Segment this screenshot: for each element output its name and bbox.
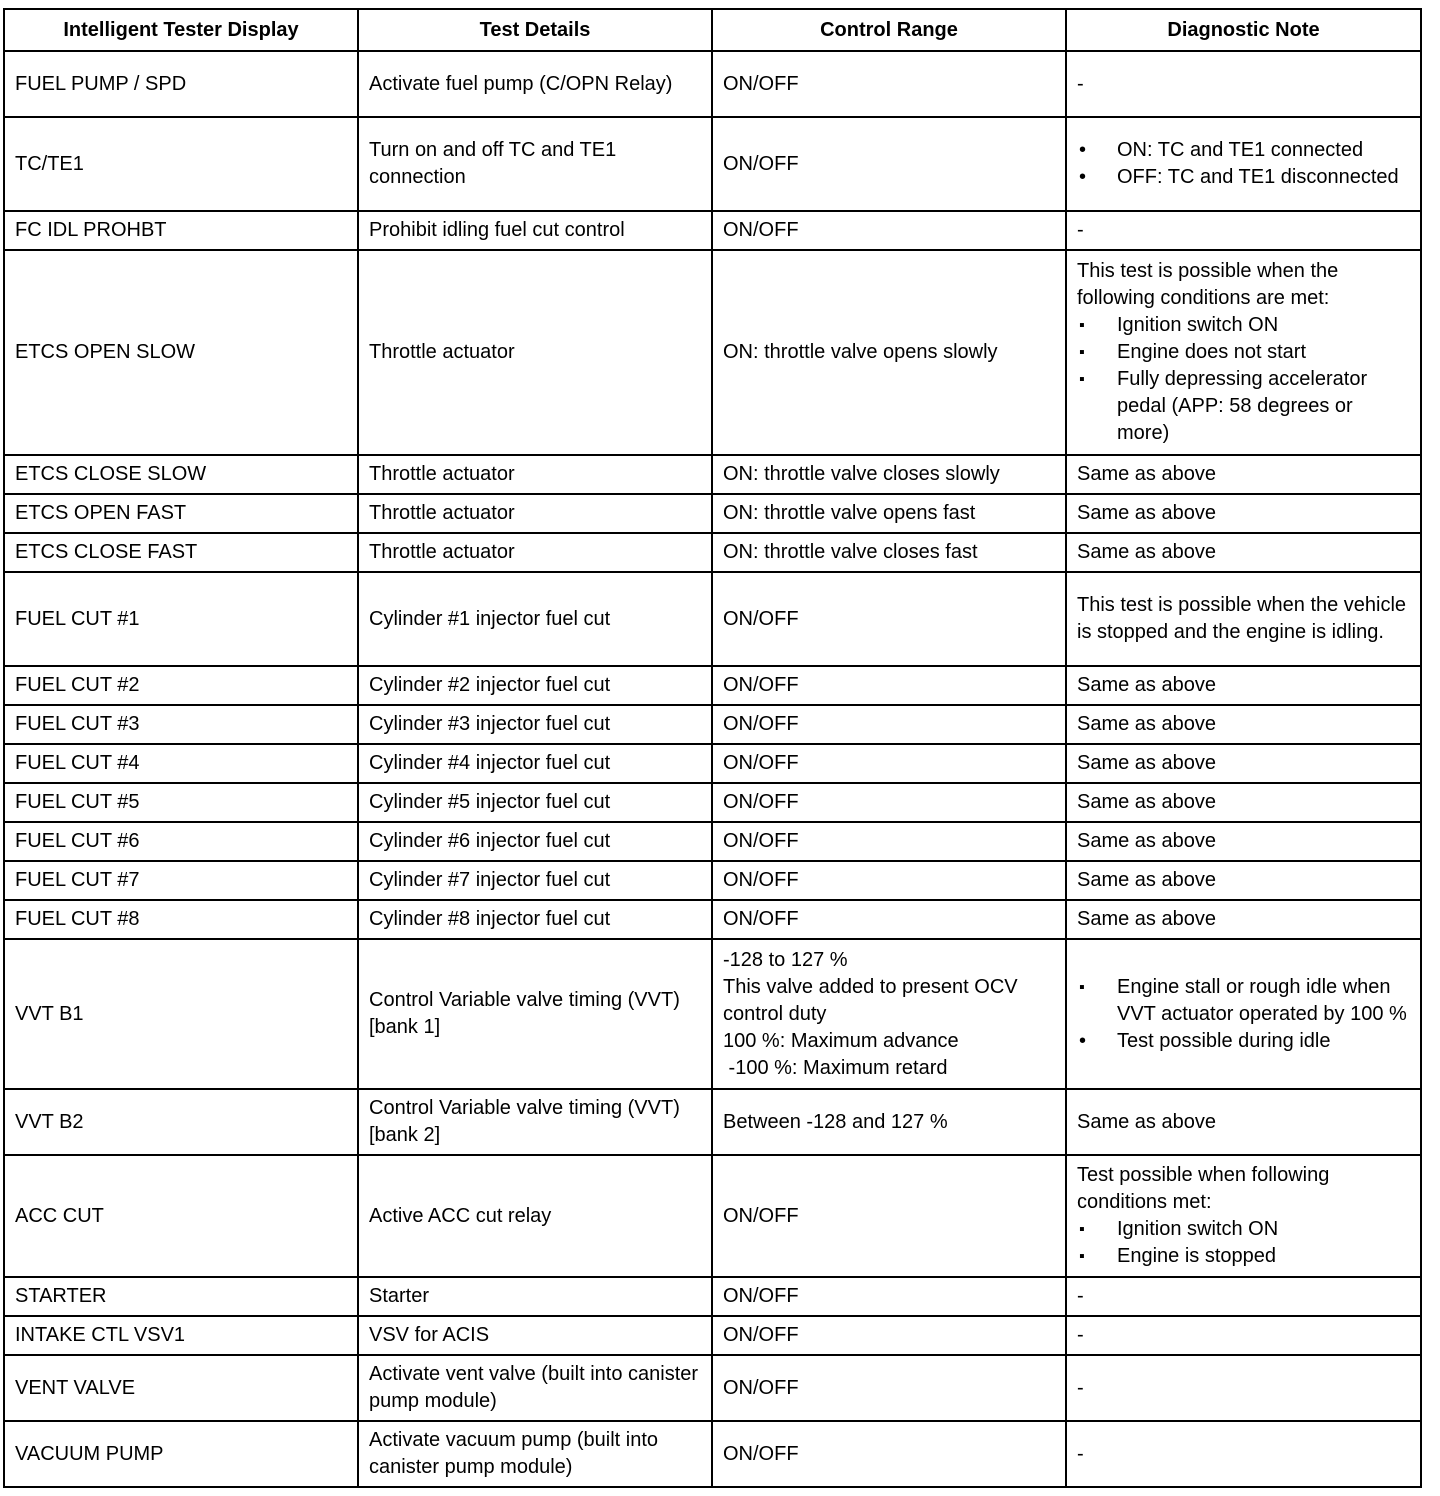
- cell-test-details: Activate vent valve (built into canister pump module): [358, 1355, 712, 1421]
- note-bullet-item: • OFF: TC and TE1 disconnected: [1077, 164, 1410, 191]
- note-bullet-item: • ON: TC and TE1 connected: [1077, 137, 1410, 164]
- cell-test-details: Cylinder #8 injector fuel cut: [358, 900, 712, 939]
- cell-control-range: [712, 939, 1066, 1089]
- control-range-line: This valve added to present OCV: [723, 975, 1018, 998]
- cell-diagnostic-note: -: [1066, 211, 1421, 250]
- note-intro: This test is possible when the following conditions are met:: [1077, 260, 1339, 309]
- table-row: [4, 1355, 1421, 1421]
- control-range-line: -128 to 127 %: [723, 948, 848, 971]
- cell-control-range: [712, 666, 1066, 705]
- cell-tester-display: ETCS CLOSE SLOW: [4, 455, 358, 494]
- cell-test-details: Activate fuel pump (C/OPN Relay): [358, 51, 712, 117]
- cell-diagnostic-note: -: [1066, 1277, 1421, 1316]
- cell-tester-display: TC/TE1: [4, 117, 358, 211]
- cell-diagnostic-note: -: [1066, 1316, 1421, 1355]
- cell-tester-display: FUEL CUT #8: [4, 900, 358, 939]
- table-row: [4, 1277, 1421, 1316]
- cell-tester-display: FUEL CUT #7: [4, 861, 358, 900]
- table-row: [4, 822, 1421, 861]
- table-row: [4, 494, 1421, 533]
- control-range-line: ON/OFF: [723, 607, 799, 630]
- cell-test-details: Starter: [358, 1277, 712, 1316]
- cell-tester-display: ACC CUT: [4, 1155, 358, 1277]
- control-range-line: ON/OFF: [723, 752, 799, 774]
- cell-test-details: Cylinder #1 injector fuel cut: [358, 572, 712, 666]
- cell-test-details: Active ACC cut relay: [358, 1155, 712, 1277]
- control-range-line: ON/OFF: [723, 908, 799, 930]
- note-bullet-item: ▪ Fully depressing accelerator pedal (APP: 58 degrees or more): [1077, 366, 1410, 447]
- table-row: [4, 117, 1421, 211]
- cell-diagnostic-note: [1066, 1155, 1421, 1277]
- cell-test-details: Control Variable valve timing (VVT) [bank 2]: [358, 1089, 712, 1155]
- table-row: [4, 1089, 1421, 1155]
- cell-control-range: [712, 1277, 1066, 1316]
- cell-control-range: [712, 1316, 1066, 1355]
- control-range-line: ON/OFF: [723, 674, 799, 696]
- cell-test-details: Cylinder #3 injector fuel cut: [358, 705, 712, 744]
- table-row: [4, 1421, 1421, 1487]
- control-range-line: ON/OFF: [723, 219, 799, 241]
- cell-control-range: [712, 455, 1066, 494]
- cell-tester-display: VVT B2: [4, 1089, 358, 1155]
- note-bullet-list: [1077, 1216, 1410, 1270]
- table-row: [4, 666, 1421, 705]
- table-row: [4, 783, 1421, 822]
- cell-test-details: Turn on and off TC and TE1 connection: [358, 117, 712, 211]
- table-body: [4, 51, 1421, 1487]
- cell-diagnostic-note: [1066, 250, 1421, 455]
- cell-test-details: Cylinder #4 injector fuel cut: [358, 744, 712, 783]
- note-bullet-item: ▪ Ignition switch ON: [1077, 1216, 1410, 1243]
- control-range-line: ON/OFF: [723, 1376, 799, 1399]
- cell-control-range: [712, 783, 1066, 822]
- cell-diagnostic-note: -: [1066, 1421, 1421, 1487]
- cell-control-range: [712, 250, 1066, 455]
- cell-diagnostic-note: Same as above: [1066, 783, 1421, 822]
- cell-control-range: [712, 861, 1066, 900]
- control-range-line: ON/OFF: [723, 830, 799, 852]
- control-range-line: 100 %: Maximum advance: [723, 1029, 959, 1052]
- cell-control-range: [712, 705, 1066, 744]
- control-range-line: ON/OFF: [723, 1442, 799, 1465]
- cell-tester-display: FUEL CUT #3: [4, 705, 358, 744]
- cell-test-details: Cylinder #7 injector fuel cut: [358, 861, 712, 900]
- cell-control-range: [712, 533, 1066, 572]
- cell-tester-display: INTAKE CTL VSV1: [4, 1316, 358, 1355]
- cell-tester-display: FUEL CUT #2: [4, 666, 358, 705]
- cell-diagnostic-note: -: [1066, 51, 1421, 117]
- control-range-line: ON/OFF: [723, 72, 799, 95]
- cell-control-range: [712, 822, 1066, 861]
- table-row: [4, 1316, 1421, 1355]
- control-range-line: ON/OFF: [723, 1285, 799, 1307]
- control-range-line: ON: throttle valve closes fast: [723, 541, 978, 563]
- cell-tester-display: VVT B1: [4, 939, 358, 1089]
- cell-diagnostic-note: Same as above: [1066, 494, 1421, 533]
- cell-control-range: [712, 744, 1066, 783]
- cell-diagnostic-note: Same as above: [1066, 705, 1421, 744]
- cell-test-details: Control Variable valve timing (VVT) [bank 1]: [358, 939, 712, 1089]
- cell-test-details: Prohibit idling fuel cut control: [358, 211, 712, 250]
- cell-test-details: Throttle actuator: [358, 533, 712, 572]
- note-bullet-list: [1077, 312, 1410, 447]
- note-bullet-list: [1077, 974, 1410, 1055]
- cell-diagnostic-note: -: [1066, 1355, 1421, 1421]
- header-test-details: Test Details: [358, 9, 712, 51]
- cell-diagnostic-note: Same as above: [1066, 666, 1421, 705]
- cell-tester-display: ETCS OPEN FAST: [4, 494, 358, 533]
- note-bullet-item: ▪ Ignition switch ON: [1077, 312, 1410, 339]
- note-intro: Test possible when following conditions met:: [1077, 1164, 1330, 1213]
- cell-diagnostic-note: Same as above: [1066, 533, 1421, 572]
- table-row: [4, 211, 1421, 250]
- cell-tester-display: VENT VALVE: [4, 1355, 358, 1421]
- control-range-line: ON: throttle valve opens slowly: [723, 341, 998, 363]
- cell-test-details: Throttle actuator: [358, 455, 712, 494]
- control-range-line: ON/OFF: [723, 791, 799, 813]
- cell-control-range: [712, 494, 1066, 533]
- note-bullet-item: ▪ Engine does not start: [1077, 339, 1410, 366]
- table-row: [4, 939, 1421, 1089]
- control-range-line: Between -128 and 127 %: [723, 1110, 948, 1133]
- note-bullet-item: • Test possible during idle: [1077, 1028, 1410, 1055]
- cell-test-details: VSV for ACIS: [358, 1316, 712, 1355]
- cell-control-range: [712, 1421, 1066, 1487]
- cell-test-details: Cylinder #6 injector fuel cut: [358, 822, 712, 861]
- table-row: [4, 455, 1421, 494]
- cell-tester-display: FUEL CUT #6: [4, 822, 358, 861]
- control-range-line: ON/OFF: [723, 152, 799, 175]
- cell-tester-display: FC IDL PROHBT: [4, 211, 358, 250]
- cell-test-details: Cylinder #5 injector fuel cut: [358, 783, 712, 822]
- cell-test-details: Activate vacuum pump (built into canister pump module): [358, 1421, 712, 1487]
- cell-control-range: [712, 1089, 1066, 1155]
- cell-diagnostic-note: Same as above: [1066, 455, 1421, 494]
- cell-test-details: Throttle actuator: [358, 494, 712, 533]
- table-row: [4, 250, 1421, 455]
- cell-control-range: [712, 1155, 1066, 1277]
- cell-diagnostic-note: Same as above: [1066, 1089, 1421, 1155]
- cell-control-range: [712, 51, 1066, 117]
- cell-tester-display: FUEL CUT #1: [4, 572, 358, 666]
- table-row: [4, 705, 1421, 744]
- cell-diagnostic-note: Same as above: [1066, 900, 1421, 939]
- cell-tester-display: FUEL PUMP / SPD: [4, 51, 358, 117]
- table-header-row: [4, 9, 1421, 51]
- cell-diagnostic-note: [1066, 939, 1421, 1089]
- table-row: [4, 533, 1421, 572]
- cell-tester-display: FUEL CUT #4: [4, 744, 358, 783]
- table-row: [4, 1155, 1421, 1277]
- cell-tester-display: VACUUM PUMP: [4, 1421, 358, 1487]
- cell-control-range: [712, 572, 1066, 666]
- header-control-range: Control Range: [712, 9, 1066, 51]
- cell-diagnostic-note: Same as above: [1066, 822, 1421, 861]
- cell-test-details: Throttle actuator: [358, 250, 712, 455]
- control-range-line: ON: throttle valve closes slowly: [723, 463, 1000, 485]
- control-range-line: ON/OFF: [723, 1324, 799, 1346]
- cell-diagnostic-note: Same as above: [1066, 861, 1421, 900]
- cell-control-range: [712, 117, 1066, 211]
- note-bullet-item: ▪ Engine is stopped: [1077, 1243, 1410, 1270]
- note-bullet-item: ▪ Engine stall or rough idle when VVT actuator operated by 100 %: [1077, 974, 1410, 1028]
- cell-tester-display: ETCS OPEN SLOW: [4, 250, 358, 455]
- control-range-line: ON/OFF: [723, 1204, 799, 1227]
- active-test-table: [3, 8, 1422, 1488]
- table-row: [4, 572, 1421, 666]
- cell-diagnostic-note: Same as above: [1066, 744, 1421, 783]
- control-range-line: control duty: [723, 1002, 827, 1025]
- cell-tester-display: STARTER: [4, 1277, 358, 1316]
- table-row: [4, 744, 1421, 783]
- header-tester-display: Intelligent Tester Display: [4, 9, 358, 51]
- cell-diagnostic-note: [1066, 117, 1421, 211]
- table-row: [4, 51, 1421, 117]
- cell-control-range: [712, 211, 1066, 250]
- cell-control-range: [712, 900, 1066, 939]
- cell-test-details: Cylinder #2 injector fuel cut: [358, 666, 712, 705]
- control-range-line: -100 %: Maximum retard: [723, 1056, 948, 1079]
- table-row: [4, 861, 1421, 900]
- cell-control-range: [712, 1355, 1066, 1421]
- cell-diagnostic-note: This test is possible when the vehicle is stopped and the engine is idling.: [1066, 572, 1421, 666]
- control-range-line: ON/OFF: [723, 713, 799, 735]
- table-row: [4, 900, 1421, 939]
- control-range-line: ON/OFF: [723, 869, 799, 891]
- header-diagnostic-note: Diagnostic Note: [1066, 9, 1421, 51]
- cell-tester-display: FUEL CUT #5: [4, 783, 358, 822]
- control-range-line: ON: throttle valve opens fast: [723, 502, 976, 524]
- cell-tester-display: ETCS CLOSE FAST: [4, 533, 358, 572]
- note-bullet-list: [1077, 137, 1410, 191]
